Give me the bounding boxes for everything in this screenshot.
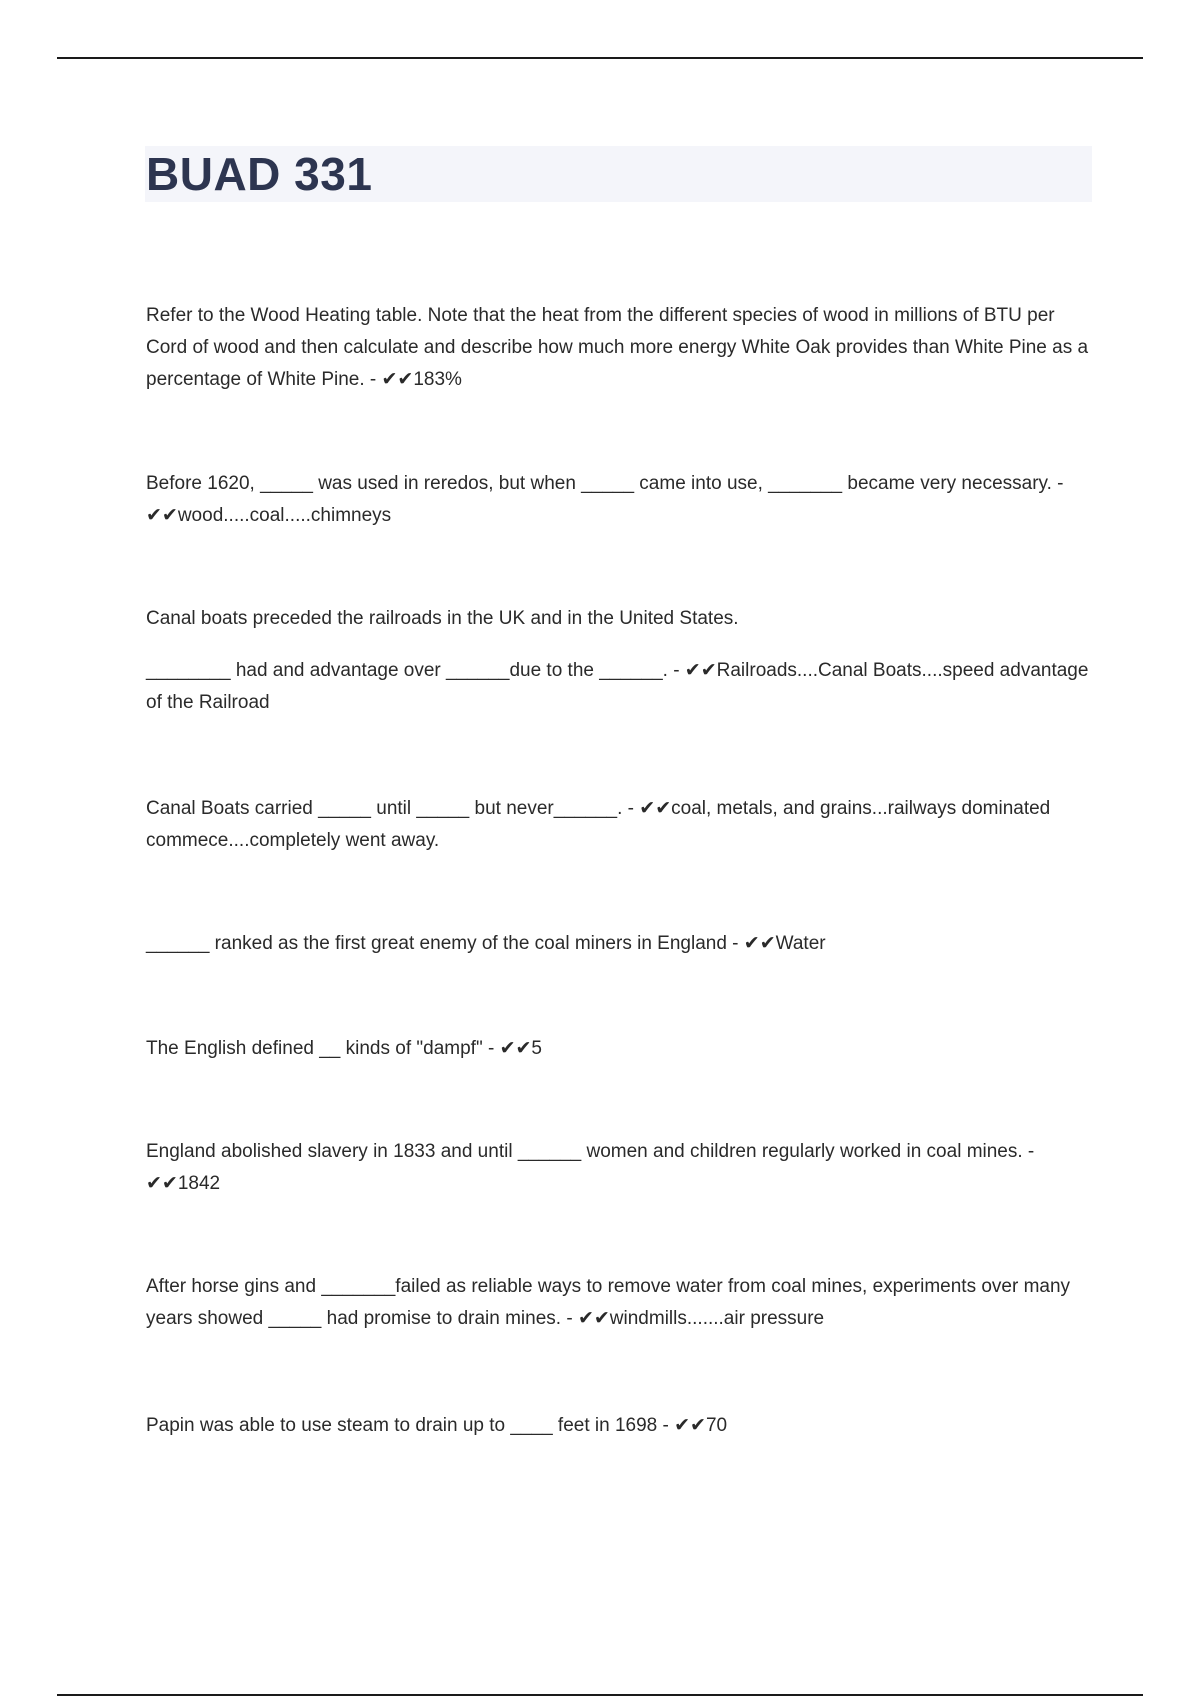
qa-item-8	[146, 1271, 1096, 1335]
qa-text: Canal Boats carried _____ until _____ but never______. - ✔✔coal, metals, and grains...railways dominated commece....completely went away.	[146, 798, 1051, 851]
qa-item-4	[146, 793, 1096, 857]
qa-item-6	[146, 1033, 1096, 1065]
qa-item-7	[146, 1136, 1096, 1200]
qa-item-5	[146, 928, 1096, 960]
qa-text: Before 1620, _____ was used in reredos, but when _____ came into use, _______ became very necessary. - ✔✔wood.....coal.....chimneys	[146, 473, 1064, 526]
qa-item-2	[146, 468, 1096, 532]
top-rule	[57, 57, 1143, 59]
qa-text: ________ had and advantage over ______due to the ______. - ✔✔Railroads....Canal Boats....speed advantage of the Railroad	[146, 660, 1089, 713]
qa-text: The English defined __ kinds of "dampf" - ✔✔5	[146, 1038, 542, 1059]
bottom-rule	[57, 1694, 1143, 1696]
document-title: BUAD 331	[146, 148, 373, 200]
qa-item-3	[146, 603, 1096, 719]
qa-text: Refer to the Wood Heating table. Note that the heat from the different species of wood in millions of BTU per Cord of wood and then calculate and describe how much more energy White Oak provides than White Pine as a percentage of White Pine. - ✔✔183%	[146, 305, 1089, 390]
qa-intro: Canal boats preceded the railroads in the UK and in the United States.	[146, 608, 739, 629]
qa-text: Papin was able to use steam to drain up to ____ feet in 1698 - ✔✔70	[146, 1415, 728, 1436]
qa-item-9	[146, 1410, 1096, 1442]
qa-text: ______ ranked as the first great enemy of the coal miners in England - ✔✔Water	[146, 933, 826, 954]
qa-text: After horse gins and _______failed as reliable ways to remove water from coal mines, experiments over many years showed _____ had promise to drain mines. - ✔✔windmills.......air pressure	[146, 1276, 1071, 1329]
qa-text: England abolished slavery in 1833 and until ______ women and children regularly worked in coal mines. - ✔✔1842	[146, 1141, 1035, 1194]
qa-item-1	[146, 300, 1096, 396]
